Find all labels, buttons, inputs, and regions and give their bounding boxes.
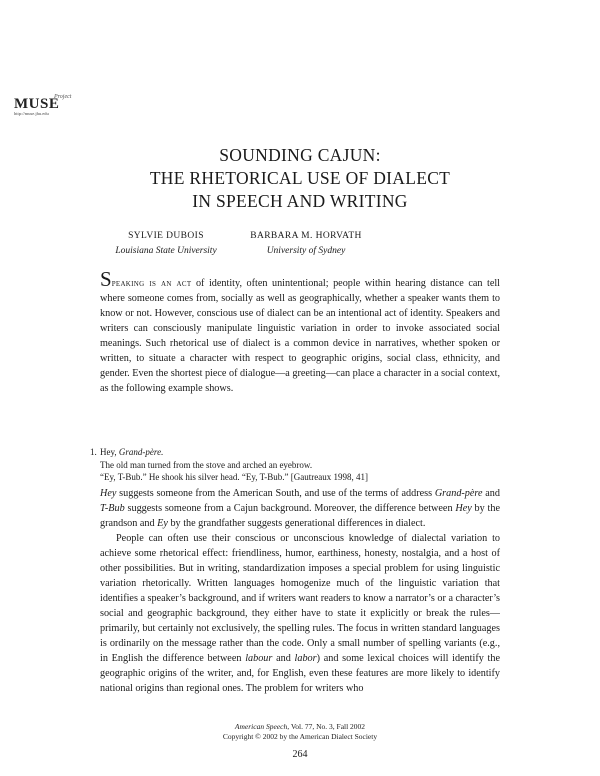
author-name: SYLVIE DUBOIS (128, 231, 204, 241)
paragraph-text: suggests someone from a Cajun background. Moreover, the difference between (124, 503, 456, 514)
article-title (0, 144, 600, 213)
title-line-2: THE RHETORICAL USE OF DIALECT (149, 168, 451, 188)
journal-name: American Speech (234, 722, 288, 731)
paragraph-text: suggests someone from the American South, and use of the terms of address (116, 488, 435, 499)
muse-logo[interactable] (14, 94, 70, 118)
paragraph-text: ) and some lexical choices will identify the geographic origins of the writer, and, for English, even these features are more likely to identify national origins than regional ones. The problem for writers who (100, 653, 500, 694)
italic-term: labour (245, 653, 273, 664)
paragraph-text: and (272, 653, 295, 664)
example-line-2: The old man turned from the stove and arched an eyebrow. (100, 459, 313, 470)
italic-term: Ey (157, 518, 168, 529)
paragraph-text: and (482, 488, 500, 499)
journal-issue: , Vol. 77, No. 3, Fall 2002 (287, 722, 366, 731)
example-line-1 (100, 446, 163, 459)
paragraph-text: People can often use their conscious or unconscious knowledge of dialectal variation to achieve some rhetorical effect: friendliness, humor, earthiness, honesty, nostalgia, and a host of other possibilities. But in writing, standardization imposes a special problem for using linguistic variation rhetorically. Written languages homogenize much of the linguistic variation that identifies a speaker’s background, and if writers want readers to know a narrator’s or a character’s social and geographic background, they either have to state it explicitly or break the rules—primarily, but certainly not exclusively, the spelling rules. The focus in written standard languages is ordinarily on the message rather than the code. Only a small number of spelling variants (e.g., in English the difference between (100, 533, 500, 664)
logo-project-text: Project (54, 94, 72, 100)
drop-cap: S (100, 267, 112, 291)
paragraph-text: by the grandson and (100, 503, 500, 529)
author-block-2 (236, 229, 376, 259)
copyright-line: Copyright © 2002 by the American Dialect Society (222, 732, 378, 741)
paragraph-text: of identity, often unintentional; people within hearing distance can tell where someone comes from, socially as well as geographically, whether a speaker wants them to know or not. However, conscious use of dialect can be an intentional act of identity. Speakers and writers can consciously manipulate linguistic variation in order to invoke associated social meanings. Such rhetorical use of dialect is a common device in narratives, whether spoken or written, to situate a character with respect to geographic origins, social class, ethnicity, and gender. Even the shortest piece of dialogue—a greeting—can place a character in a social context, as the following example shows. (100, 278, 500, 394)
title-line-1: SOUNDING CAJUN: (219, 145, 381, 165)
paragraph-text: by the grandfather suggests generational differences in dialect. (167, 518, 426, 529)
example-line-1-prefix: Hey, (100, 447, 119, 457)
small-caps-lead: peaking is an act (111, 278, 192, 289)
italic-term: T-Bub (100, 503, 125, 514)
author-name: BARBARA M. HORVATH (250, 231, 362, 241)
paragraph-intro (100, 267, 500, 396)
author-affiliation: Louisiana State University (115, 246, 217, 256)
italic-term: Hey (100, 488, 117, 499)
page-footer (0, 722, 600, 742)
example-line-1-italic: Grand-père. (118, 447, 164, 457)
example-line-3: “Ey, T-Bub.” He shook his silver head. “Ey, T-Bub.” [Gautreaux 1998, 41] (100, 472, 369, 482)
logo-tagline: http://muse.jhu.edu (14, 111, 49, 116)
paragraph-2 (100, 486, 500, 531)
journal-citation (0, 722, 600, 732)
author-block-1 (96, 229, 236, 259)
paragraph-3 (100, 531, 500, 696)
italic-term: labor (294, 653, 317, 664)
italic-term: Hey (455, 503, 472, 514)
example-number: 1. (90, 447, 97, 457)
body-text (100, 486, 500, 696)
author-affiliation: University of Sydney (266, 246, 346, 256)
title-line-3: IN SPEECH AND WRITING (192, 191, 408, 211)
logo-muse-text: MUSE (14, 96, 60, 112)
italic-term: Grand-père (434, 488, 483, 499)
page-number: 264 (292, 749, 308, 760)
